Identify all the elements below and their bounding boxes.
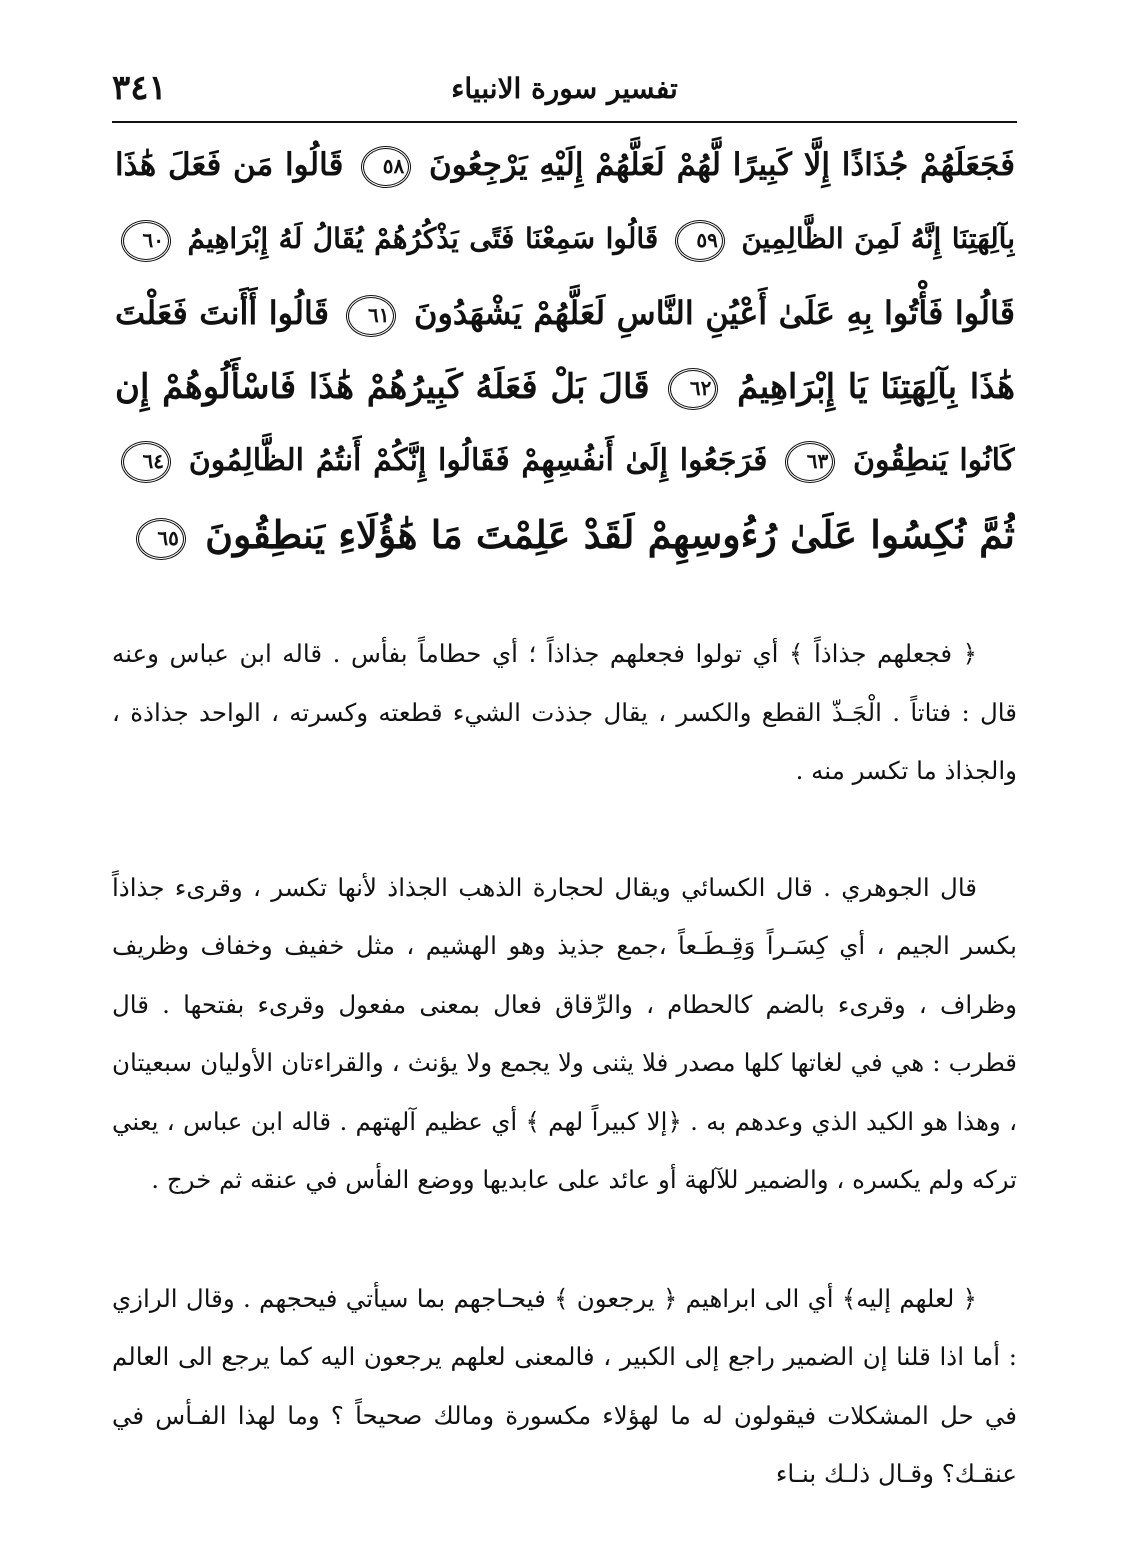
header-rule: [112, 121, 1017, 123]
verse-text: قَالَ بَلْ فَعَلَهُ كَبِيرُهُمْ هَٰذَا فَاسْأَلُوهُمْ إِن: [115, 367, 650, 407]
ayah-number-marker: ٦٢: [668, 368, 718, 410]
verse-text: كَانُوا يَنطِقُونَ: [852, 443, 1015, 478]
verse-text: فَجَعَلَهُمْ جُذَاذًا إِلَّا كَبِيرًا لَّهُمْ لَعَلَّهُمْ إِلَيْهِ يَرْجِعُونَ: [428, 147, 1015, 183]
ayah-number-marker: ٦٠: [121, 220, 171, 262]
verse-line: [115, 276, 1015, 350]
ayah-number-marker: ٦٣: [785, 441, 835, 483]
page-number: ٣٤١: [112, 68, 167, 108]
commentary-paragraph: ﴿ لعلهم إليه﴾ أي الى ابراهيم ﴿ يرجعون ﴾ فيحـاجهم بما سيأتي فيحجهم . وقال الرازي : أما اذا قلنا إن الضمير راجع إلى الكبير ، فالمعنى لعلهم يرجعون اليه كما يرجع الى العالم في حل المشكلات فيقولون له ما لهؤلاء مكسورة ومالك صحيحاً ؟ وما لهذا الفـأس في عنقـك؟ وقـال ذلـك بنـاء: [112, 1283, 1017, 1488]
verse-text: فَرَجَعُوا إِلَىٰ أَنفُسِهِمْ فَقَالُوا إِنَّكُمْ أَنتُمُ الظَّالِمُونَ: [188, 443, 768, 478]
verse-text: قَالُوا فَأْتُوا بِهِ عَلَىٰ أَعْيُنِ النَّاسِ لَعَلَّهُمْ يَشْهَدُونَ: [413, 294, 1015, 332]
verse-line: [115, 424, 1015, 498]
verse-line: [115, 350, 1015, 424]
quran-verses: [115, 128, 1015, 573]
verse-text: هَٰذَا بِآلِهَتِنَا يَا إِبْرَاهِيمُ: [737, 367, 1015, 407]
verse-text: قَالُوا مَن فَعَلَ هَٰذَا: [115, 147, 344, 183]
verse-line: [115, 202, 1015, 276]
verse-line: [115, 128, 1015, 202]
verse-line: [115, 498, 1015, 572]
ayah-number-marker: ٥٨: [361, 146, 411, 188]
page-header: [112, 62, 1017, 118]
ayah-number-marker: ٥٩: [675, 220, 725, 262]
ayah-number-marker: ٦١: [346, 295, 396, 337]
running-title: تفسير سورة الانبياء: [451, 72, 678, 105]
verse-text: ثُمَّ نُكِسُوا عَلَىٰ رُءُوسِهِمْ لَقَدْ عَلِمْتَ مَا هَٰؤُلَاءِ يَنطِقُونَ: [205, 512, 1015, 557]
verse-text: قَالُوا أَأَنتَ فَعَلْتَ: [115, 294, 329, 332]
ayah-number-marker: ٦٥: [136, 518, 186, 560]
commentary: [112, 625, 1017, 1535]
verse-text: بِآلِهَتِنَا إِنَّهُ لَمِنَ الظَّالِمِينَ: [741, 222, 1015, 255]
commentary-paragraph: ﴿ فجعلهم جذاذاً ﴾ أي تولوا فجعلهم جذاذاً ؛ أي حطاماً بفأس . قاله ابن عباس وعنه قال : فتاتاً . الْجَـذّ القطع والكسر ، يقال جذذت الشيء قطعته وكسرته ، الواحد جذاذة ، والجذاذ ما تكسر منه .: [112, 639, 1017, 785]
commentary-paragraph: قال الجوهري . قال الكسائي ويقال لحجارة الذهب الجذاذ لأنها تكسر ، وقرىء جذاذاً بكسر الجيم ، أي كِسَـراً وَقِـطَـعاً ،جمع جذيذ وهو الهشيم ، مثل خفيف وخفاف وظريف وظراف ، وقرىء بالضم كالحطام ، والرِّقاق فعال بمعنى مفعول وقرىء بفتحها . قال قطرب : هي في لغاتها كلها مصدر فلا يثنى ولا يجمع ولا يؤنث ، والقراءتان الأوليان سبعيتان ، وهذا هو الكيد الذي وعدهم به . ﴿إلا كبيراً لهم ﴾ أي عظيم آلهتهم . قاله ابن عباس ، يعني تركه ولم يكسره ، والضمير للآلهة أو عائد على عابديها ووضع الفأس في عنقه ثم خرج .: [112, 872, 1017, 1194]
ayah-number-marker: ٦٤: [121, 441, 171, 483]
verse-text: قَالُوا سَمِعْنَا فَتًى يَذْكُرُهُمْ يُقَالُ لَهُ إِبْرَاهِيمُ: [187, 222, 659, 255]
